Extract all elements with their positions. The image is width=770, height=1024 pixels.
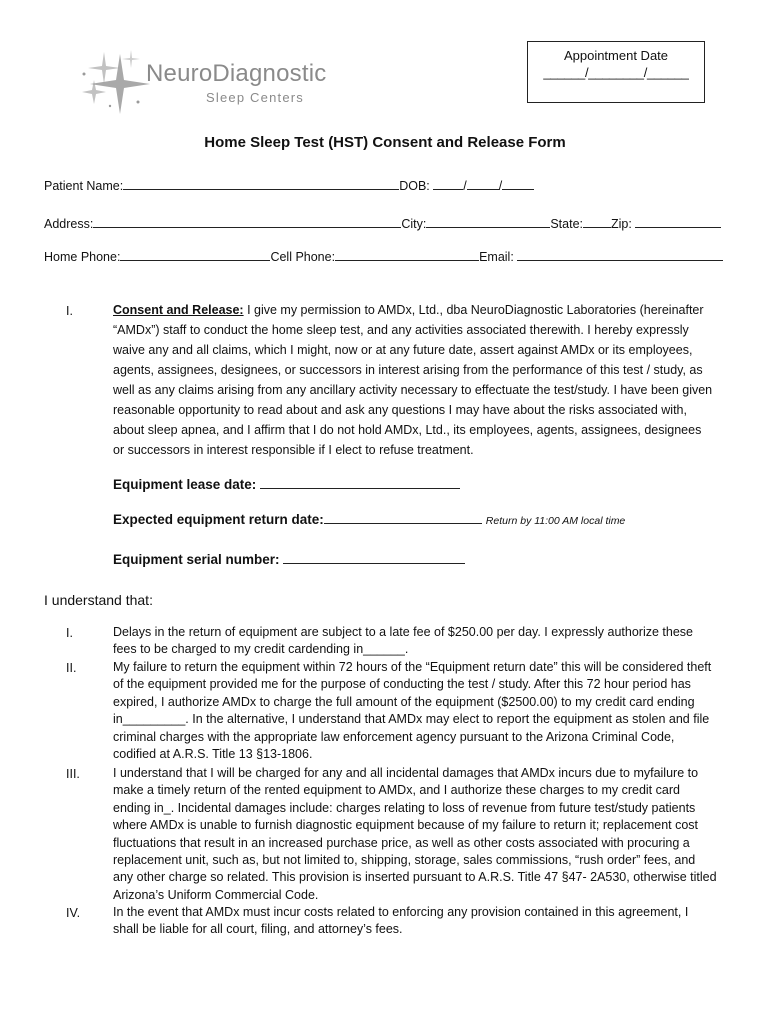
consent-paragraph [113,300,713,460]
equipment-serial-row [113,551,465,567]
equipment-lease-field[interactable] [260,476,460,489]
state-label: State: [550,217,584,231]
patient-name-row: Patient Name: DOB: / / [44,178,534,193]
consent-body: I give my permission to AMDx, Ltd., dba NeuroDiagnostic Laboratories (hereinafter “AMDx”) staff to conduct the home sleep test, and any activities associated therewith. I hereby expressly waive any and all claims, which I might, now or at any future date, assert against AMDx or its employees, agents, assignees, designees, or successors in interest arising from the performance of this test / study, as well as any claims arising from any ancillary activity necessary to effectuate the test/study. I have been given reasonable opportunity to read about and ask any questions I may have about the risks associated with, about sleep apnea, and I affirm that I do not hold AMDx, Ltd., its employees, agents, assignees, designees or successors in interest responsible if I elect to refuse treatment. [113,303,713,457]
address-label: Address: [44,217,94,231]
home-phone-label: Home Phone: [44,250,121,264]
appointment-date-label: Appointment Date [563,48,669,63]
item-text: In the event that AMDx must incur costs related to enforcing any provision contained in this agreement, I shall be liable for all court, filing, and attorney’s fees. [113,905,689,937]
equipment-serial-field[interactable] [283,551,465,564]
email-field[interactable] [517,249,723,261]
item-number: III. [66,767,80,781]
city-label: City: [401,217,427,231]
cell-phone-field[interactable] [335,249,479,261]
item-text: I understand that I will be charged for any and all incidental damages that AMDx incurs due to myfailure to make a timely return of the rented equipment to AMDx, and I authorize these charges to my credit card ending in_. Incidental damages include: charges relating to loss of revenue from future test/study patients where AMDx is unable to furnish diagnostic equipment because of my failure to return it; replacement cost fluctuations that result in an increased purchase price, as well as other costs associated with procuring a replacement unit, such as, but not limited to, shipping, storage, sales commissions, “rush order” fees, and any other charge so related. This provision is inserted pursuant to A.R.S. Title 47 §47- 2A530, otherwise titled Arizona’s Uniform Commercial Code. [113,766,717,902]
logo-subtitle: Sleep Centers [206,90,304,105]
cell-phone-label: Cell Phone: [270,250,336,264]
item-number: I. [66,626,73,640]
equipment-return-field[interactable] [324,511,482,524]
star-burst-icon [72,44,152,116]
phone-row [44,249,723,264]
zip-field[interactable] [635,216,721,228]
address-row [44,216,721,231]
appointment-date-field[interactable]: ______/________/______ [543,65,689,80]
city-field[interactable] [426,216,550,228]
logo [72,44,327,116]
equipment-return-row [113,511,625,527]
logo-name: NeuroDiagnostic [146,60,327,87]
home-phone-field[interactable] [120,249,270,261]
equipment-return-label: Expected equipment return date: [113,512,324,527]
state-field[interactable] [583,216,611,228]
item-number: II. [66,661,77,675]
dob-month-field[interactable] [433,178,463,190]
understand-heading: I understand that: [44,592,153,608]
item-number: IV. [66,906,81,920]
equipment-lease-row [113,476,460,492]
return-note: Return by 11:00 AM local time [485,515,626,527]
dob-label: DOB: [399,179,430,193]
section-number: I. [66,304,73,318]
address-field[interactable] [93,216,401,228]
appointment-date-box [527,41,705,103]
patient-name-field[interactable] [123,178,399,190]
zip-label: Zip: [611,217,632,231]
dob-year-field[interactable] [502,178,534,190]
equipment-serial-label: Equipment serial number: [113,552,280,567]
dob-day-field[interactable] [467,178,499,190]
form-title: Home Sleep Test (HST) Consent and Release Form [204,134,566,151]
equipment-lease-label: Equipment lease date: [113,477,257,492]
item-text: My failure to return the equipment within 72 hours of the “Equipment return date” this will be considered theft of the equipment provided me for the purpose of conducting the test / study. After this 72 hour period has expired, I authorize AMDx to charge the full amount of the equipment ($2500.00) to my credit card ending in_________. In the alternative, I understand that AMDx may elect to report the equipment as stolen and file criminal charges with the appropriate law enforcement agency pursuant to the Arizona Criminal Code, codified at A.R.S. Title 13 §13-1806. [113,660,712,762]
patient-name-label: Patient Name: [44,179,124,193]
item-text: Delays in the return of equipment are subject to a late fee of $250.00 per day. I expressly authorize these fees to be charged to my credit cardending in______. [113,625,693,657]
email-label: Email: [479,250,514,264]
consent-heading: Consent and Release: [113,303,244,317]
